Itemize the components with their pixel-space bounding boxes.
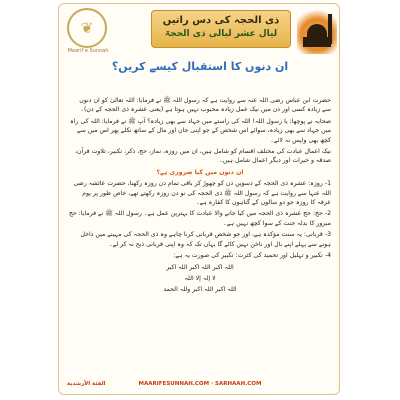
mosque-icon: [297, 6, 337, 54]
list-item: 1- روزہ: عشرہ ذی الحجہ کے دسویں دن کو چھوڑ کر باقی تمام دن روزہ رکھنا، حضرت عائشہ رضی اللہ عنہا سے روایت ہے کہ رسول اللہ ﷺ ذی الحجہ کی نو دن روزہ رکھتے تھے، خاص طور پر یوم عرفہ کا روزہ جو دو سالوں کے گناہوں کا کفارہ ہے۔: [73, 180, 331, 207]
list-item: 4- تکبیر و تہلیل اور تحمید کی کثرت: تکبیر کی صورت یہ ہے:: [173, 252, 331, 260]
title-line-2: لیال عشر لیالی ذی الحجۃ: [164, 29, 278, 39]
footer: [59, 381, 340, 391]
paragraph: حضرت ابن عباس رضی اللہ عنہ سے روایت ہے کہ رسول اللہ ﷺ نے فرمایا: اللہ تعالیٰ کو ان دنوں سے زیادہ کسی اور دن میں نیک عمل زیادہ محبوب نہیں ہوتا ہے (یعنی عشرہ ذی الحجہ کے دن)۔: [79, 97, 331, 114]
takbir-line: اللہ اکبر اللہ اکبر اللہ اکبر: [166, 263, 234, 271]
logo-text: Maarif e Sunnah: [67, 48, 109, 54]
paragraph: نیک اعمال عبادت کی مختلف اقسام کو شامل ہیں، ان میں روزہ، نماز، حج، ذکر، تکبیر، تلاوت قرآن، صدقہ و خیرات اور دیگر اعمال شامل ہیں۔: [75, 148, 331, 165]
takbir-line: اللہ اکبر اللہ اکبر وللہ الحمد: [163, 286, 237, 294]
book-icon: ❦: [80, 19, 94, 37]
logo: [67, 8, 107, 48]
subheading: ان دنوں میں کیا ضروری ہے؟: [156, 168, 244, 176]
footer-left: الفئة الأرشدية: [67, 381, 106, 387]
list-item: 3- قربانی: یہ سنت مؤکدہ ہے، اور جو شخص قربانی کرنا چاہے وہ ذی الحجہ کی مہینے میں داخل ہونے سے پہلے اپنے بال اور ناخن نہیں کاٹے گا یہاں تک کہ وہ اپنی قربانی ذبح نہ کر لے۔: [80, 231, 331, 248]
article-card: [58, 3, 340, 395]
article-body: [69, 96, 331, 297]
paragraph: صحابہ نے پوچھا: یا رسول اللہ! اللہ کی راستے میں جہاد سے بھی زیادہ؟ آپ ﷺ نے فرمایا: اللہ کی راہ میں جہاد سے بھی زیادہ، سوائے اس شخص کے جو اپنی جان اور مال کے ساتھ نکلے پھر اس میں سے کچھ بھی واپس نہ لائے۔: [70, 117, 331, 144]
page-heading: ان دنوں کا استقبال کیسے کریں؟: [111, 60, 289, 73]
title-banner: [151, 10, 291, 48]
header: [59, 4, 340, 56]
takbir-line: لا إلہ إلا اللہ: [184, 274, 216, 282]
list-item: 2- حج: حج عشرہ ذی الحجہ میں کیا جانے والا عبادت کا بہترین عمل ہے۔ رسول اللہ ﷺ نے فرمایا: حج مبرور کا بدلہ جنت کے سوا کچھ نہیں ہے۔: [69, 210, 331, 227]
footer-website[interactable]: MAARIFESUNNAH.COM · SARHAAH.COM: [138, 381, 262, 387]
title-line-1: ذی الحجہ کی دس راتیں: [162, 15, 280, 26]
